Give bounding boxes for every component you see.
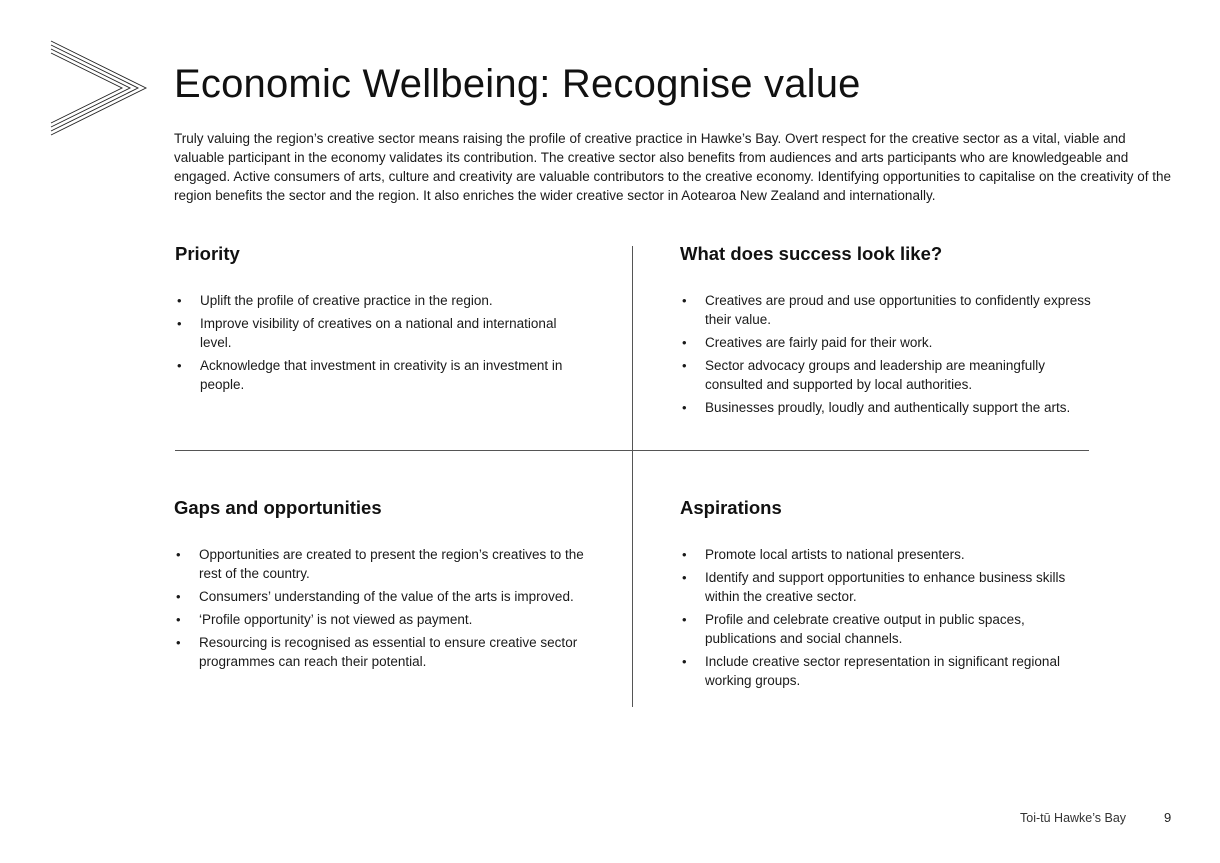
aspirations-section [680,497,1090,694]
footer-document-name: Toi-tū Hawke’s Bay [1020,811,1127,825]
gaps-heading: Gaps and opportunities [174,497,382,518]
list-item: • Acknowledge that investment in creativity is an investment in people. [175,356,575,394]
list-item: • Creatives are proud and use opportunities to confidently express their value. [680,291,1100,329]
horizontal-divider [175,450,1089,451]
success-list [680,291,1100,417]
gaps-section [174,497,604,675]
priority-section [175,243,575,398]
list-item: • Uplift the profile of creative practice in the region. [175,291,575,310]
intro-paragraph: Truly valuing the region’s creative sector means raising the profile of creative practice in Hawke’s Bay. Overt respect for the creative sector as a vital, viable and valuable participant in the economy validates its contribution. The creative sector also benefits from audiences and arts participants who are knowledgeable and engaged. Active consumers of arts, culture and creativity are valuable contributors to the creative economy. Identifying opportunities to capitalise on the creativity of the region benefits the sector and the region. It also enriches the wider creative sector in Aotearoa New Zealand and internationally. [174,131,1172,203]
gaps-list [174,545,604,671]
vertical-divider [632,246,633,707]
success-section [680,243,1100,421]
list-item: • Opportunities are created to present the region’s creatives to the rest of the country. [174,545,604,583]
list-item: • Businesses proudly, loudly and authentically support the arts. [680,398,1100,417]
chevron-arrow-icon [48,38,148,138]
list-item: • Include creative sector representation in significant regional working groups. [680,652,1090,690]
list-item: • Sector advocacy groups and leadership are meaningfully consulted and supported by local authorities. [680,356,1100,394]
page-title: Economic Wellbeing: Recognise value [174,62,861,106]
list-item: • ‘Profile opportunity’ is not viewed as payment. [174,610,604,629]
list-item: • Improve visibility of creatives on a national and international level. [175,314,575,352]
list-item: • Profile and celebrate creative output in public spaces, publications and social channels. [680,610,1090,648]
list-item: • Creatives are fairly paid for their work. [680,333,1100,352]
page-number: 9 [1164,810,1172,825]
list-item: • Resourcing is recognised as essential to ensure creative sector programmes can reach their potential. [174,633,604,671]
priority-list [175,291,575,394]
list-item: • Promote local artists to national presenters. [680,545,1090,564]
aspirations-heading: Aspirations [680,497,782,518]
aspirations-list [680,545,1090,690]
list-item: • Consumers’ understanding of the value of the arts is improved. [174,587,604,606]
list-item: • Identify and support opportunities to enhance business skills within the creative sector. [680,568,1090,606]
priority-heading: Priority [175,243,240,264]
success-heading: What does success look like? [680,243,943,264]
